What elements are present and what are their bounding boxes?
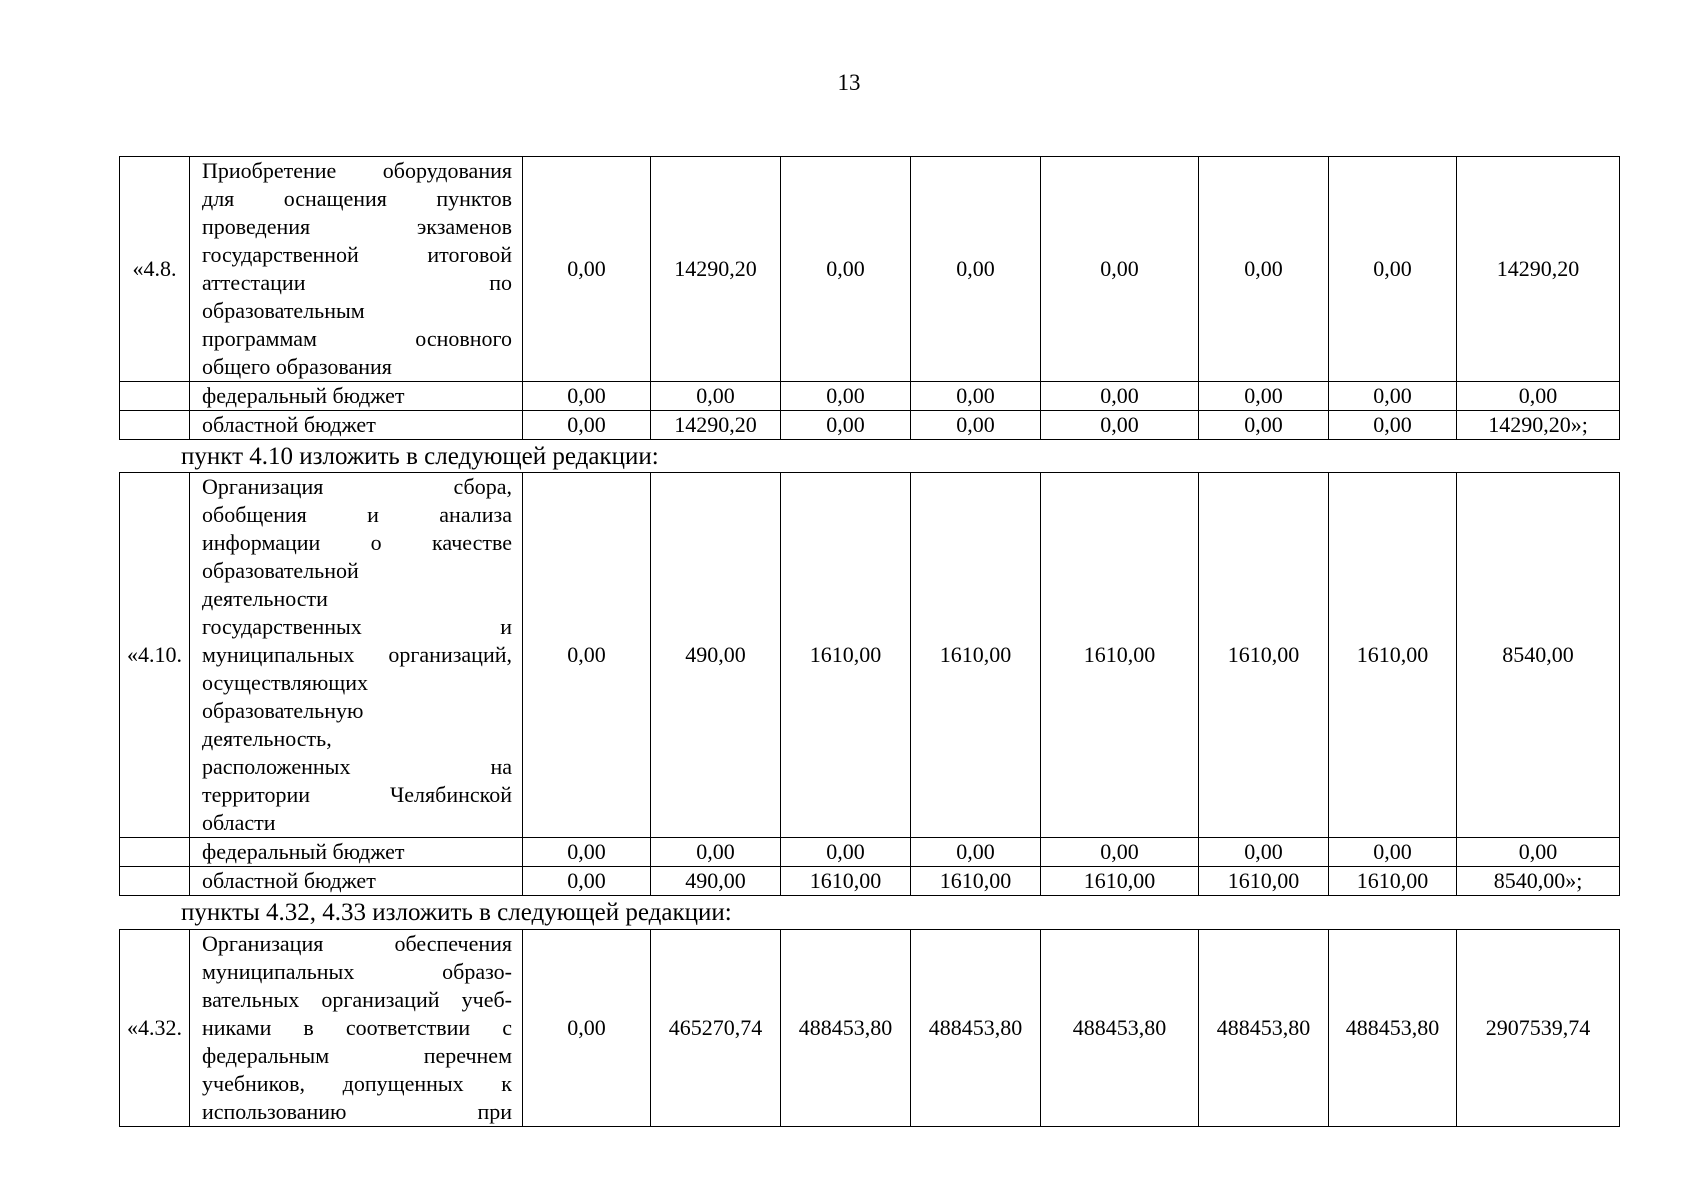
value-cell: 0,00 [1041,411,1199,440]
item-name-line: муниципальных образо- [202,959,512,984]
value-cell: 1610,00 [1329,867,1457,896]
item-name-line: программам основного [202,326,512,351]
value-cell: 8540,00»; [1457,867,1620,896]
item-name-line: области [202,810,276,835]
value-cell: 1610,00 [1199,867,1329,896]
value-cell: 0,00 [911,838,1041,867]
main-row [120,930,1620,1127]
value-cell: 0,00 [651,382,781,411]
value-cell: 1610,00 [911,867,1041,896]
item-name [190,473,523,838]
item-name-line: образовательную [202,698,364,723]
value-cell: 488453,80 [1329,930,1457,1127]
value-cell: 0,00 [1329,157,1457,382]
value-cell: 0,00 [1199,157,1329,382]
empty-cell [120,382,190,411]
section-heading: пункты 4.32, 4.33 изложить в следующей редакции: [181,899,732,926]
table-item-4-32 [119,929,1620,1127]
item-name-line: Организация обеспечения [202,931,512,956]
value-cell: 0,00 [781,157,911,382]
item-name-line: информации о качестве [202,530,512,555]
empty-cell [120,838,190,867]
regional-budget-row [120,411,1620,440]
federal-budget-row [120,838,1620,867]
item-name [190,930,523,1127]
value-cell: 490,00 [651,867,781,896]
item-name-line: обобщения и анализа [202,502,512,527]
budget-label: федеральный бюджет [190,382,523,411]
value-cell: 0,00 [523,157,651,382]
value-cell: 1610,00 [1041,473,1199,838]
item-number: «4.8. [120,157,190,382]
value-cell: 0,00 [911,411,1041,440]
value-cell: 1610,00 [781,473,911,838]
item-name-line: образовательной [202,558,359,583]
value-cell: 0,00 [1457,838,1620,867]
item-name-line: вательных организаций учеб- [202,987,512,1012]
value-cell: 1610,00 [1041,867,1199,896]
table-item-4-10 [119,472,1620,896]
item-name-line: Приобретение оборудования [202,158,512,183]
regional-budget-row [120,867,1620,896]
value-cell: 14290,20 [1457,157,1620,382]
item-number: «4.10. [120,473,190,838]
value-cell: 14290,20»; [1457,411,1620,440]
value-cell: 0,00 [1199,382,1329,411]
value-cell: 0,00 [1041,382,1199,411]
value-cell: 490,00 [651,473,781,838]
item-name-line: Организация сбора, [202,474,512,499]
value-cell: 488453,80 [1199,930,1329,1127]
value-cell: 0,00 [1457,382,1620,411]
value-cell: 0,00 [523,930,651,1127]
empty-cell [120,411,190,440]
value-cell: 0,00 [1199,838,1329,867]
value-cell: 0,00 [1329,411,1457,440]
table-item-4-8 [119,156,1620,440]
value-cell: 0,00 [911,382,1041,411]
section-heading: пункт 4.10 изложить в следующей редакции: [181,443,659,470]
value-cell: 0,00 [1041,838,1199,867]
value-cell: 0,00 [523,382,651,411]
value-cell: 14290,20 [651,157,781,382]
value-cell: 8540,00 [1457,473,1620,838]
value-cell: 0,00 [523,838,651,867]
value-cell: 1610,00 [1329,473,1457,838]
item-name-line: территории Челябинской [202,782,512,807]
value-cell: 0,00 [651,838,781,867]
item-name-line: аттестации по [202,270,512,295]
item-name-line: государственных и [202,614,512,639]
main-row [120,157,1620,382]
item-name-line: проведения экзаменов [202,214,512,239]
value-cell: 0,00 [1329,838,1457,867]
item-name-line: никами в соответствии с [202,1015,512,1040]
item-name-line: общего образования [202,354,392,379]
value-cell: 0,00 [1041,157,1199,382]
value-cell: 0,00 [523,411,651,440]
value-cell: 0,00 [523,473,651,838]
item-name-line: для оснащения пунктов [202,186,512,211]
item-name-line: деятельности [202,586,328,611]
item-name-line: образовательным [202,298,365,323]
item-name-line: федеральным перечнем [202,1043,512,1068]
item-name-line: расположенных на [202,754,512,779]
item-name-line: учебников, допущенных к [202,1071,512,1096]
federal-budget-row [120,382,1620,411]
item-name-line: государственной итоговой [202,242,512,267]
item-name-line: осуществляющих [202,670,368,695]
item-number: «4.32. [120,930,190,1127]
value-cell: 1610,00 [1199,473,1329,838]
value-cell: 0,00 [781,411,911,440]
value-cell: 1610,00 [911,473,1041,838]
empty-cell [120,867,190,896]
value-cell: 0,00 [523,867,651,896]
value-cell: 488453,80 [1041,930,1199,1127]
value-cell: 0,00 [1199,411,1329,440]
value-cell: 14290,20 [651,411,781,440]
item-name-line: муниципальных организаций, [202,642,512,667]
value-cell: 0,00 [781,838,911,867]
value-cell: 0,00 [1329,382,1457,411]
main-row [120,473,1620,838]
budget-label: областной бюджет [190,411,523,440]
value-cell: 0,00 [911,157,1041,382]
value-cell: 2907539,74 [1457,930,1620,1127]
item-name-line: использованию при [202,1099,512,1124]
value-cell: 1610,00 [781,867,911,896]
value-cell: 465270,74 [651,930,781,1127]
page-number: 13 [837,70,861,95]
item-name-line: деятельность, [202,726,332,751]
value-cell: 488453,80 [781,930,911,1127]
value-cell: 488453,80 [911,930,1041,1127]
budget-label: областной бюджет [190,867,523,896]
value-cell: 0,00 [781,382,911,411]
budget-label: федеральный бюджет [190,838,523,867]
item-name [190,157,523,382]
